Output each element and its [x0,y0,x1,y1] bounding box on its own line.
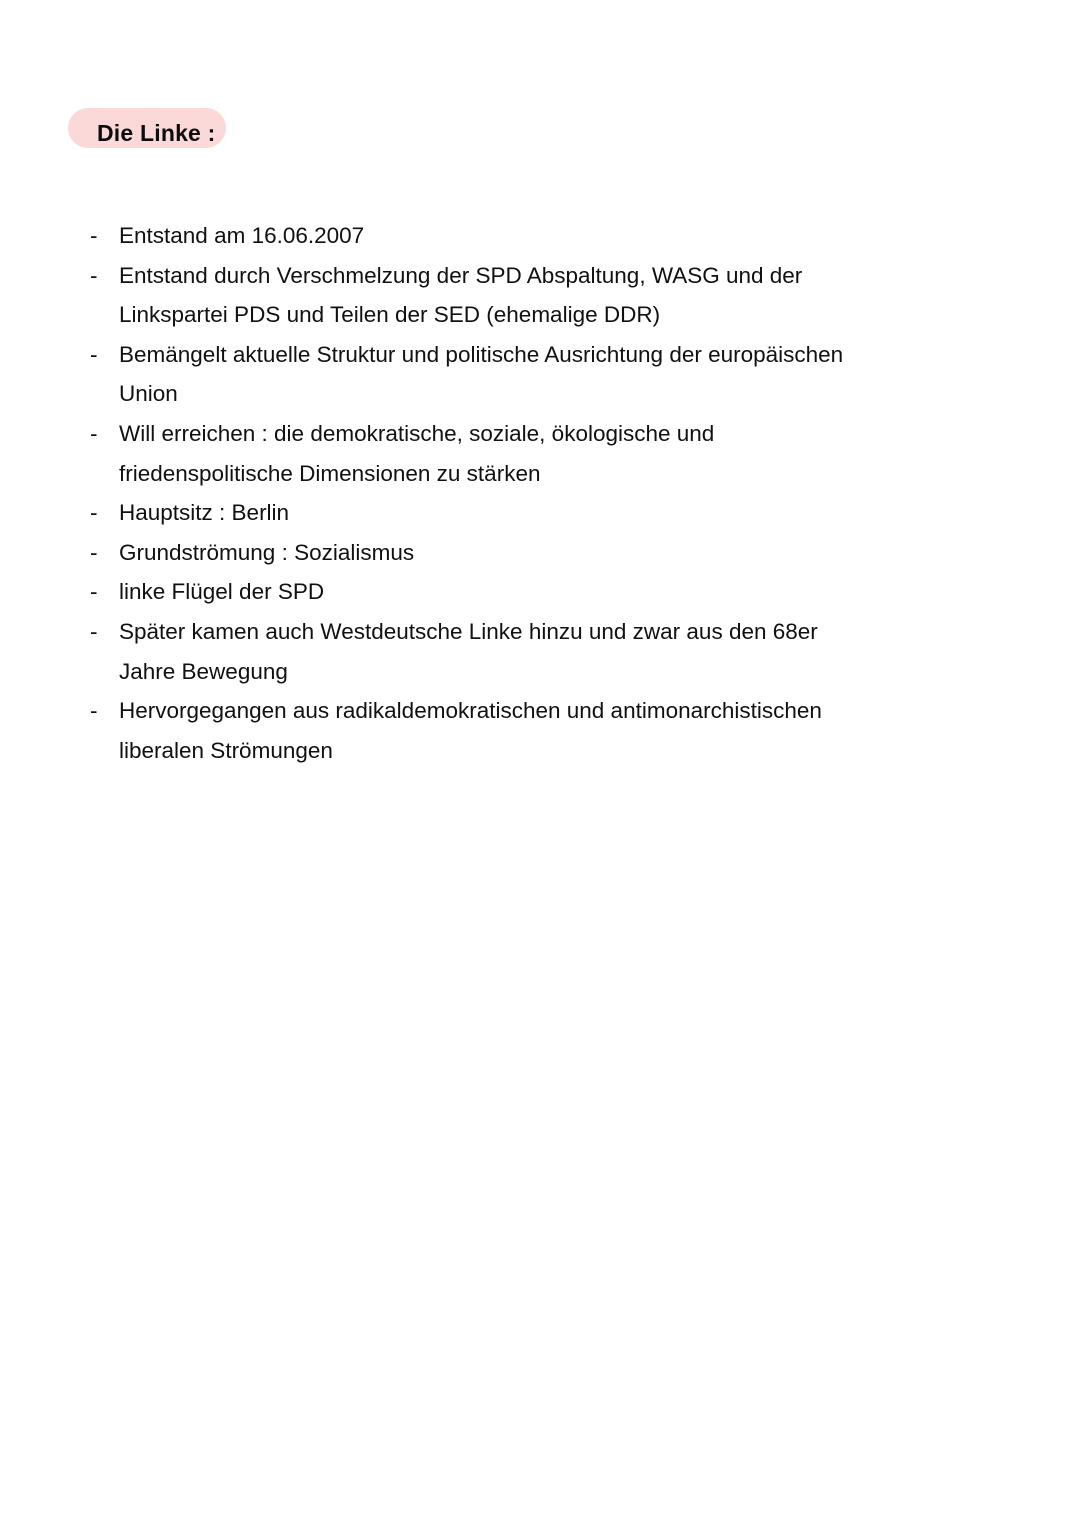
bullet-dash: - [90,579,98,605]
list-item [0,493,1000,533]
bullet-dash: - [90,500,98,526]
list-item-text: Hauptsitz : Berlin [119,500,290,526]
list-item-text-continued: Union [119,381,178,407]
list-item-text: Bemängelt aktuelle Struktur und politische Ausrichtung der europäischen [119,341,844,367]
list-item-text-continued: Linkspartei PDS und Teilen der SED (ehemalige DDR) [119,302,661,328]
list-item [0,691,1000,770]
list-item-text-continued: friedenspolitische Dimensionen zu stärken [119,460,541,486]
list-item-text: Grundströmung : Sozialismus [119,539,415,565]
bullet-dash: - [90,539,98,565]
list-item [0,216,1000,256]
bullet-dash: - [90,420,98,446]
bullet-dash: - [90,618,98,644]
bullet-dash: - [90,341,98,367]
list-item [0,612,1000,691]
bullet-dash: - [90,223,98,248]
list-item-text-continued: liberalen Strömungen [119,737,333,763]
list-item-text: Später kamen auch Westdeutsche Linke hinzu und zwar aus den 68er [119,618,818,644]
list-item-text: Entstand am 16.06.2007 [119,223,365,248]
bullet-dash: - [90,698,98,724]
section-heading: Die Linke : [68,108,226,148]
list-item [0,572,1000,612]
list-item [0,533,1000,573]
list-item [0,256,1000,335]
bullet-list [0,216,1000,770]
list-item [0,414,1000,493]
list-item-text: linke Flügel der SPD [119,579,325,605]
list-item [0,335,1000,414]
list-item-text: Hervorgegangen aus radikaldemokratischen und antimonarchistischen [119,698,822,724]
bullet-dash: - [90,262,98,288]
list-item-text: Entstand durch Verschmelzung der SPD Abspaltung, WASG und der [119,262,803,288]
list-item-text-continued: Jahre Bewegung [119,658,288,684]
list-item-text: Will erreichen : die demokratische, soziale, ökologische und [119,420,715,446]
